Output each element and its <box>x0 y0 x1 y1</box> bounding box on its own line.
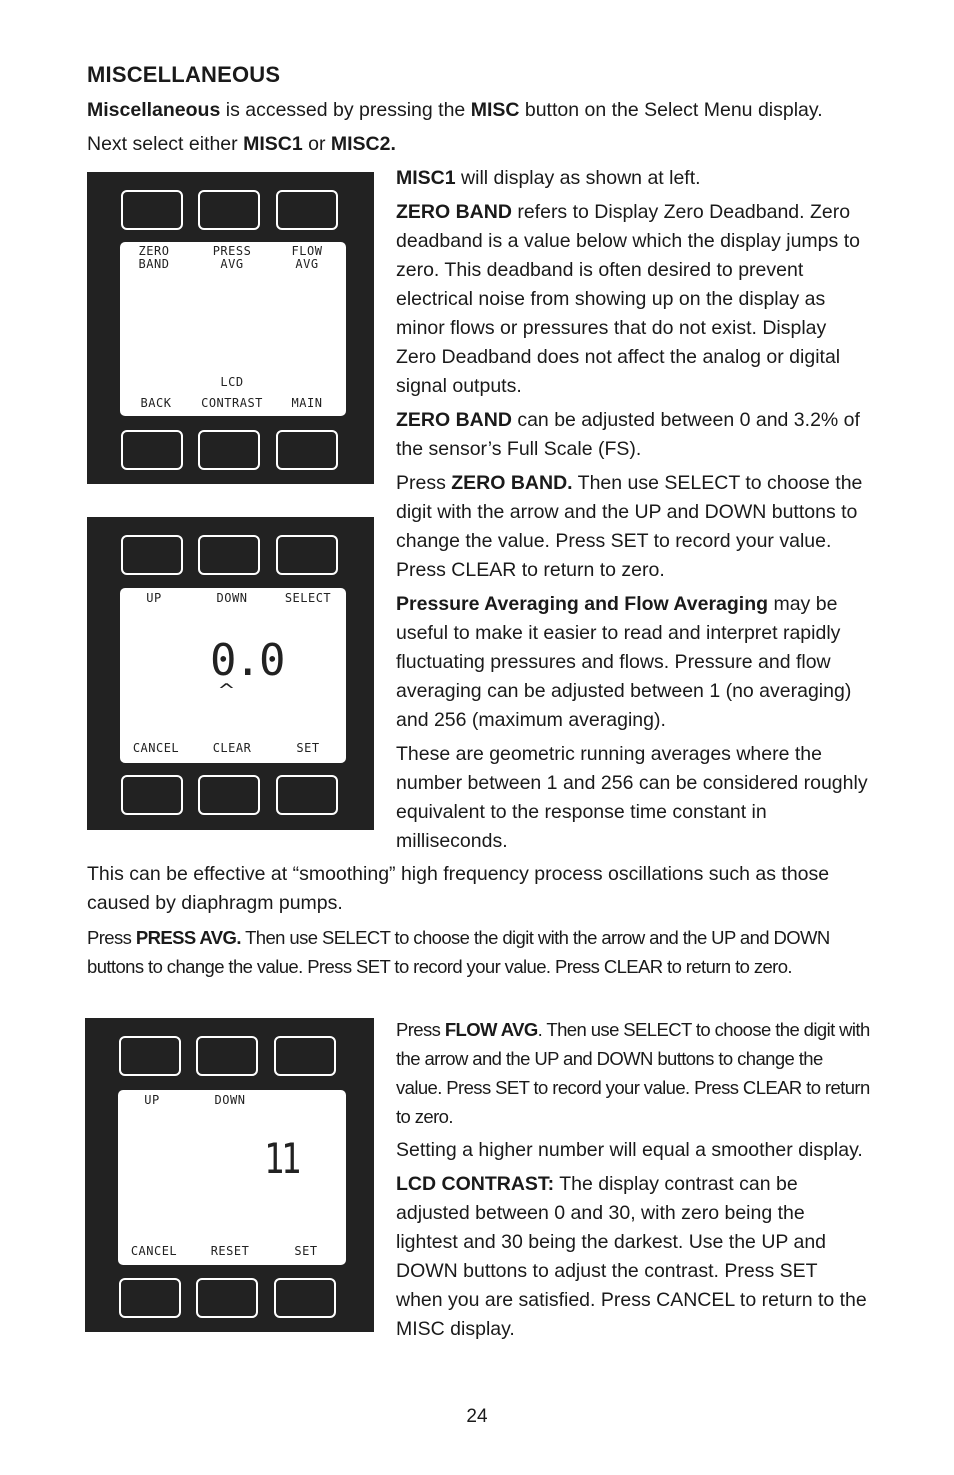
text-run: button on the Select Menu display. <box>519 99 823 121</box>
average-lcd-screen <box>118 1090 346 1265</box>
flow-avg-label: FLOW AVG <box>291 244 323 271</box>
cancel-label: CANCEL <box>130 1244 178 1258</box>
text-run: Press <box>396 472 452 494</box>
top-middle-key[interactable] <box>198 535 260 575</box>
bold-text: Miscellaneous <box>87 99 221 121</box>
bottom-right-key[interactable] <box>276 775 338 815</box>
text-run: can be adjusted between 0 and 3.2% of the sensor’s Full Scale (FS). <box>396 409 860 460</box>
text-run: This can be effective at “smoothing” high frequency process oscillations such as those caused by diaphragm pumps. <box>87 863 830 914</box>
top-right-key[interactable] <box>276 190 338 230</box>
cancel-label: CANCEL <box>132 741 180 755</box>
intro-line-2 <box>87 130 887 159</box>
paragraph <box>396 164 868 193</box>
set-label: SET <box>294 1244 318 1258</box>
top-middle-key[interactable] <box>196 1036 258 1076</box>
bold-text: MISC1 <box>243 133 303 155</box>
right-column-text-3 <box>396 1136 868 1349</box>
bold-text: MISC <box>470 99 520 121</box>
text-run: Press <box>396 1019 445 1040</box>
text-run: Next select either <box>87 133 244 155</box>
right-column-text-1 <box>396 164 868 861</box>
misc1-device-panel <box>87 172 374 484</box>
smoothing-paragraph <box>87 860 877 923</box>
average-device-panel <box>85 1018 374 1332</box>
text-run: may be useful to make it easier to read and interpret rapidly fluctuating pressures and flows. Pressure and flow averaging can be adjusted between 1 (no averaging) and 256 (maximum averaging). <box>396 593 852 731</box>
bottom-right-key[interactable] <box>276 430 338 470</box>
press-avg-paragraph <box>87 923 877 986</box>
bottom-middle-key[interactable] <box>198 430 260 470</box>
text-run: . Then use SELECT to choose the digit with the arrow and the UP and DOWN buttons to change the value. Press SET to record your value. Press CLEAR to return to zero. <box>396 1019 870 1127</box>
text-run: Then use SELECT to choose the digit with the arrow and the UP and DOWN buttons to change the value. Press SET to record your value. Press CLEAR to return to zero. <box>396 472 863 581</box>
bold-text: FLOW AVG <box>444 1019 538 1040</box>
bold-text: MISC1 <box>396 167 456 189</box>
top-left-key[interactable] <box>119 1036 181 1076</box>
paragraph <box>396 740 868 856</box>
bold-text: ZERO BAND. <box>451 472 573 494</box>
text-run: Press <box>87 927 136 948</box>
average-value: 11 <box>264 1134 299 1183</box>
contrast-label: CONTRAST <box>201 396 263 410</box>
bottom-left-key[interactable] <box>121 430 183 470</box>
reset-label: RESET <box>210 1244 250 1258</box>
bold-text: Pressure Averaging and Flow Averaging <box>396 593 769 615</box>
intro-text <box>87 96 887 159</box>
top-middle-key[interactable] <box>198 190 260 230</box>
paragraph <box>396 1015 872 1131</box>
paragraph <box>396 1136 868 1165</box>
bold-text: ZERO BAND <box>396 201 512 223</box>
paragraph <box>396 406 868 464</box>
paragraph <box>87 923 877 981</box>
text-run: or <box>302 133 331 155</box>
bold-text: MISC2. <box>330 133 396 155</box>
section-title: MISCELLANEOUS <box>87 62 281 87</box>
text-run: Setting a higher number will equal a smoother display. <box>396 1139 863 1161</box>
paragraph <box>396 198 868 401</box>
top-left-key[interactable] <box>121 190 183 230</box>
paragraph <box>396 1170 868 1344</box>
bold-text: ZERO BAND <box>396 409 512 431</box>
bold-text: LCD CONTRAST: <box>396 1173 555 1195</box>
set-label: SET <box>296 741 320 755</box>
down-label: DOWN <box>216 591 248 605</box>
bold-text: PRESS AVG. <box>135 927 241 948</box>
select-label: SELECT <box>284 591 332 605</box>
bottom-right-key[interactable] <box>274 1278 336 1318</box>
page-number: 24 <box>466 1406 488 1427</box>
clear-label: CLEAR <box>212 741 252 755</box>
bottom-middle-key[interactable] <box>198 775 260 815</box>
main-label: MAIN <box>291 396 323 410</box>
press-avg-label: PRESS AVG <box>212 244 252 271</box>
back-label: BACK <box>140 396 172 410</box>
text-run: These are geometric running averages where the number between 1 and 256 can be considered roughly equivalent to the response time constant in milliseconds. <box>396 743 868 852</box>
zero-band-lcd-screen <box>120 588 346 763</box>
up-label: UP <box>146 591 162 605</box>
down-label: DOWN <box>214 1093 246 1107</box>
zero-band-label: ZERO BAND <box>138 244 170 271</box>
lcd-label: LCD <box>220 375 244 389</box>
text-run: The display contrast can be adjusted between 0 and 30, with zero being the lightest and 30 being the darkest. Use the UP and DOWN buttons to adjust the contrast. Press SET when you are satisfied. Press CANCEL to return to the MISC display. <box>396 1173 867 1340</box>
digit-caret: ^ <box>218 680 235 701</box>
intro-line-1 <box>87 96 887 125</box>
zero-band-value: 0.0 <box>210 635 284 686</box>
bottom-left-key[interactable] <box>119 1278 181 1318</box>
flow-avg-paragraph <box>396 1015 872 1136</box>
bottom-middle-key[interactable] <box>196 1278 258 1318</box>
top-left-key[interactable] <box>121 535 183 575</box>
paragraph <box>396 590 868 735</box>
paragraph <box>87 860 877 918</box>
zero-band-device-panel <box>87 517 374 830</box>
bottom-left-key[interactable] <box>121 775 183 815</box>
paragraph <box>396 469 868 585</box>
top-right-key[interactable] <box>276 535 338 575</box>
misc1-lcd-screen <box>120 242 346 416</box>
text-run: refers to Display Zero Deadband. Zero deadband is a value below which the display jumps to zero. This deadband is often desired to prevent electrical noise from showing up on the display as minor flows or pressures that do not exist. Display Zero Deadband does not affect the analog or digital signal outputs. <box>396 201 860 397</box>
text-run: is accessed by pressing the <box>220 99 471 121</box>
top-right-key[interactable] <box>274 1036 336 1076</box>
text-run: will display as shown at left. <box>455 167 701 189</box>
text-run: Then use SELECT to choose the digit with the arrow and the UP and DOWN buttons to change the value. Press SET to record your value. Press CLEAR to return to zero. <box>87 927 830 977</box>
up-label: UP <box>144 1093 160 1107</box>
